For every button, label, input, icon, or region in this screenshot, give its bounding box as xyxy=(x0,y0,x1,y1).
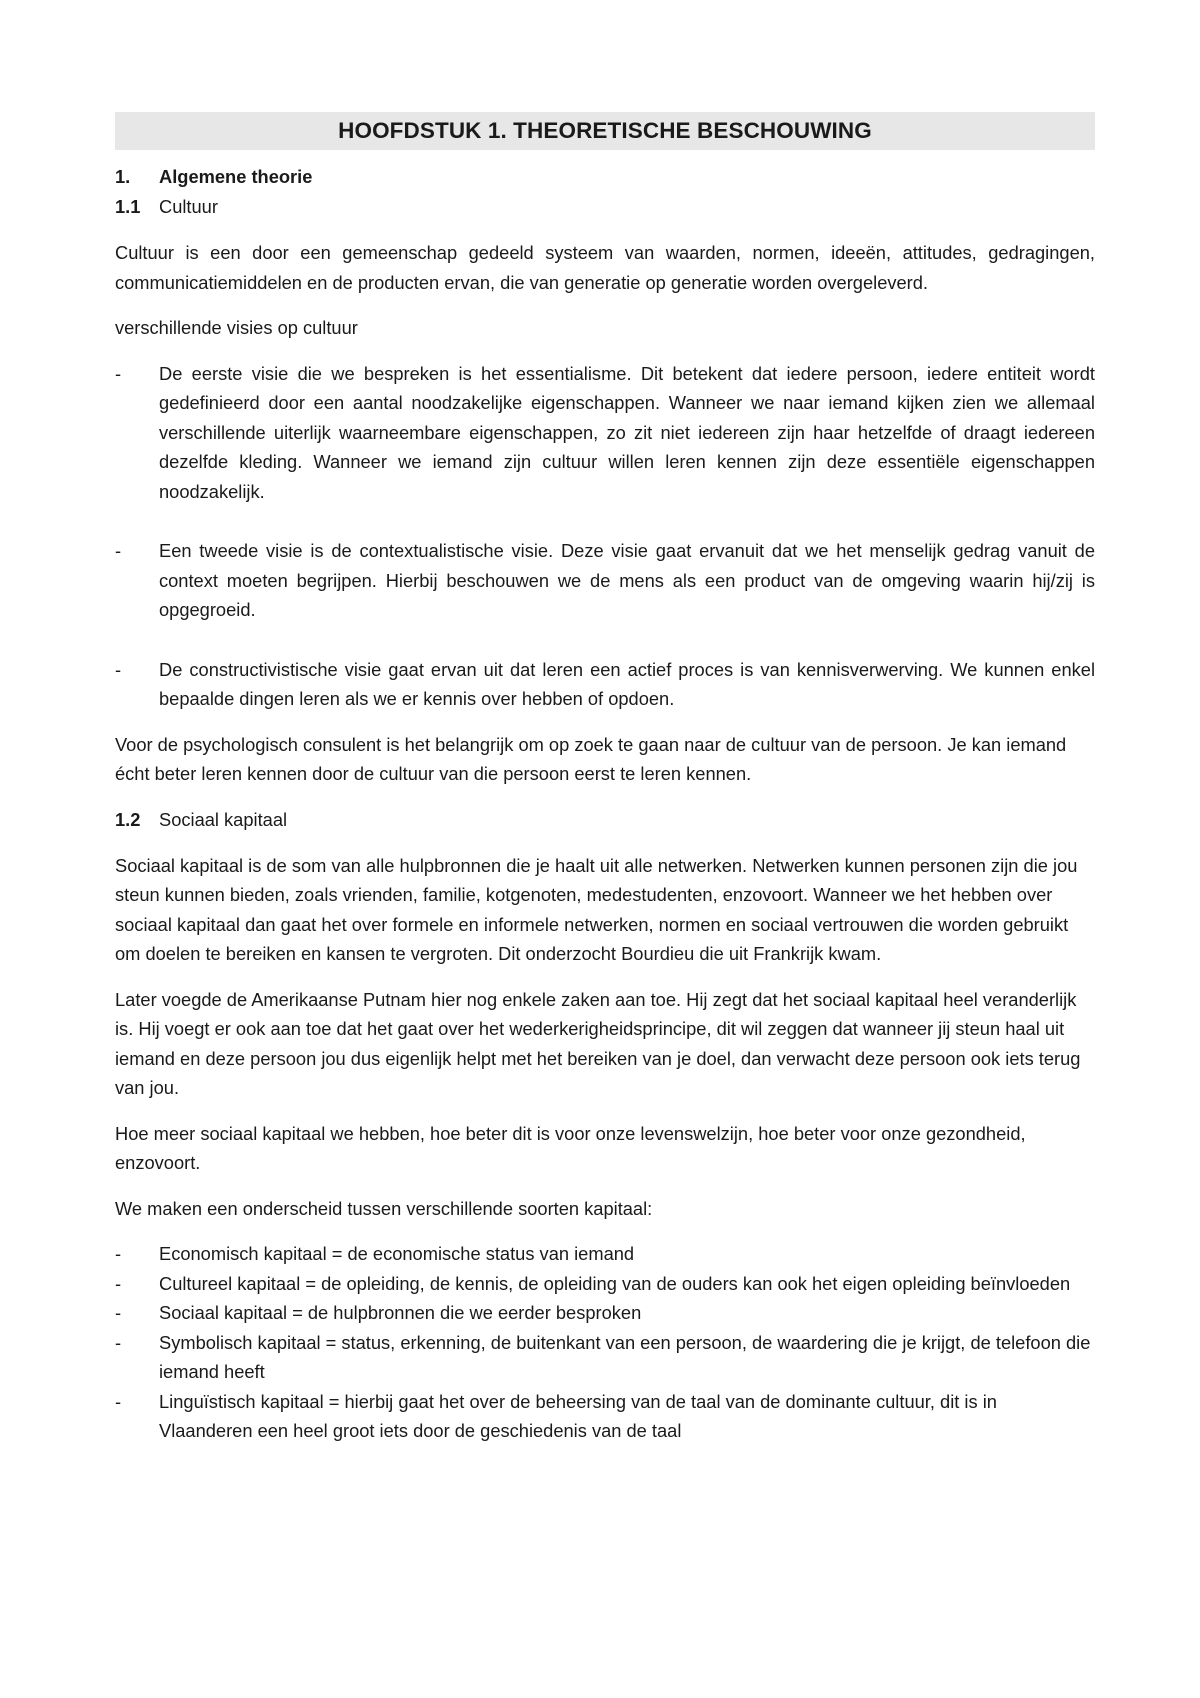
putnam-paragraph: Later voegde de Amerikaanse Putnam hier nog enkele zaken aan toe. Hij zegt dat het sociaal kapitaal heel veranderlijk is. Hij voegt er ook aan toe dat het gaat over het wederkerigheidsprincipe, dit wil zeggen dat wanneer jij steun haal uit iemand en deze persoon jou dus eigenlijk helpt met het bereiken van je doel, dan verwacht deze persoon ook iets terug van jou. xyxy=(115,988,1081,1098)
section-title: Sociaal kapitaal xyxy=(159,808,288,830)
section-number: 1.1 xyxy=(115,196,141,217)
list-item xyxy=(115,1239,1095,1269)
section-title: Algemene theorie xyxy=(159,166,313,187)
list-item-text: De eerste visie die we bespreken is het essentialisme. Dit betekent dat iedere persoon, iedere entiteit wordt gedefinieerd door een aantal noodzakelijke eigenschappen. Wanneer we naar iemand kijken zien we allemaal verschillende uiterlijk waarneembare eigenschappen, zo zit niet iedereen zijn haar hetzelfde of draagt iedereen dezelfde kleding. Wanneer we iemand zijn cultuur willen leren kennen zijn deze essentiële eigenschappen noodzakelijk. xyxy=(159,362,1095,502)
section-heading-1-1 xyxy=(115,192,1095,222)
list-item xyxy=(115,1269,1095,1299)
dash-bullet: - xyxy=(115,540,122,561)
visions-label: verschillende visies op cultuur xyxy=(115,317,358,338)
dash-bullet: - xyxy=(115,1302,122,1323)
list-item-text: Economisch kapitaal = de economische status van iemand xyxy=(159,1243,635,1264)
list-item-text: Symbolisch kapitaal = status, erkenning, de buitenkant van een persoon, de waardering die je krijgt, de telefoon die iemand heeft xyxy=(159,1331,1091,1382)
section-heading-1 xyxy=(115,162,1095,192)
list-item-text: Een tweede visie is de contextualistische visie. Deze visie gaat ervanuit dat we het menselijk gedrag vanuit de context moeten begrijpen. Hierbij beschouwen we de mens als een product van de omgeving waarin hij/zij is opgegroeid. xyxy=(159,540,1095,620)
section-number: 1.2 xyxy=(115,808,141,830)
list-item xyxy=(115,655,1095,714)
list-item-text: Sociaal kapitaal = de hulpbronnen die we eerder besproken xyxy=(159,1302,642,1323)
capital-types-intro: We maken een onderscheid tussen verschillende soorten kapitaal: xyxy=(115,1197,653,1219)
wellbeing-paragraph: Hoe meer sociaal kapitaal we hebben, hoe beter dit is voor onze levenswelzijn, hoe beter voor onze gezondheid, enzovoort. xyxy=(115,1122,1026,1173)
capital-types-list xyxy=(115,1239,1095,1446)
social-capital-paragraph: Sociaal kapitaal is de som van alle hulpbronnen die je haalt uit alle netwerken. Netwerken kunnen personen zijn die jou steun kunnen bieden, zoals vrienden, familie, kotgenoten, medestudenten, enzovoort. Wanneer we het hebben over sociaal kapitaal dan gaat het over formele en informele netwerken, normen en sociaal vertrouwen die worden gebruikt om doelen te bereiken en kansen te vergroten. Dit onderzocht Bourdieu die uit Frankrijk kwam. xyxy=(115,854,1078,964)
list-item xyxy=(115,536,1095,625)
list-item xyxy=(115,1298,1095,1328)
list-item xyxy=(115,1328,1095,1387)
culture-definition-paragraph: Cultuur is een door een gemeenschap gedeeld systeem van waarden, normen, ideeën, attitudes, gedragingen, communicatiemiddelen en de producten ervan, die van generatie op generatie worden overgeleverd. xyxy=(115,242,1095,293)
chapter-title: HOOFDSTUK 1. THEORETISCHE BESCHOUWING xyxy=(115,112,1095,150)
section-title: Cultuur xyxy=(159,196,218,217)
section-number: 1. xyxy=(115,166,131,187)
section-heading-1-2 xyxy=(115,805,1095,835)
dash-bullet: - xyxy=(115,1390,122,1412)
dash-bullet: - xyxy=(115,1272,122,1294)
dash-bullet: - xyxy=(115,658,122,680)
culture-conclusion-paragraph: Voor de psychologisch consulent is het belangrijk om op zoek te gaan naar de cultuur van de persoon. Je kan iemand écht beter leren kennen door de cultuur van die persoon eerst te leren kennen. xyxy=(115,733,1067,784)
list-item-text: De constructivistische visie gaat ervan uit dat leren een actief proces is van kennisverwerving. We kunnen enkel bepaalde dingen leren als we er kennis over hebben of opdoen. xyxy=(159,658,1095,709)
dash-bullet: - xyxy=(115,362,122,384)
list-item-text: Linguïstisch kapitaal = hierbij gaat het over de beheersing van de taal van de dominante cultuur, dit is in Vlaanderen een heel groot iets door de geschiedenis van de taal xyxy=(159,1390,997,1441)
list-item-text: Cultureel kapitaal = de opleiding, de kennis, de opleiding van de ouders kan ook het eigen opleiding beïnvloeden xyxy=(159,1272,1071,1294)
dash-bullet: - xyxy=(115,1331,122,1353)
list-item xyxy=(115,1387,1095,1446)
list-item xyxy=(115,359,1095,507)
visions-list xyxy=(115,359,1095,714)
dash-bullet: - xyxy=(115,1243,122,1264)
